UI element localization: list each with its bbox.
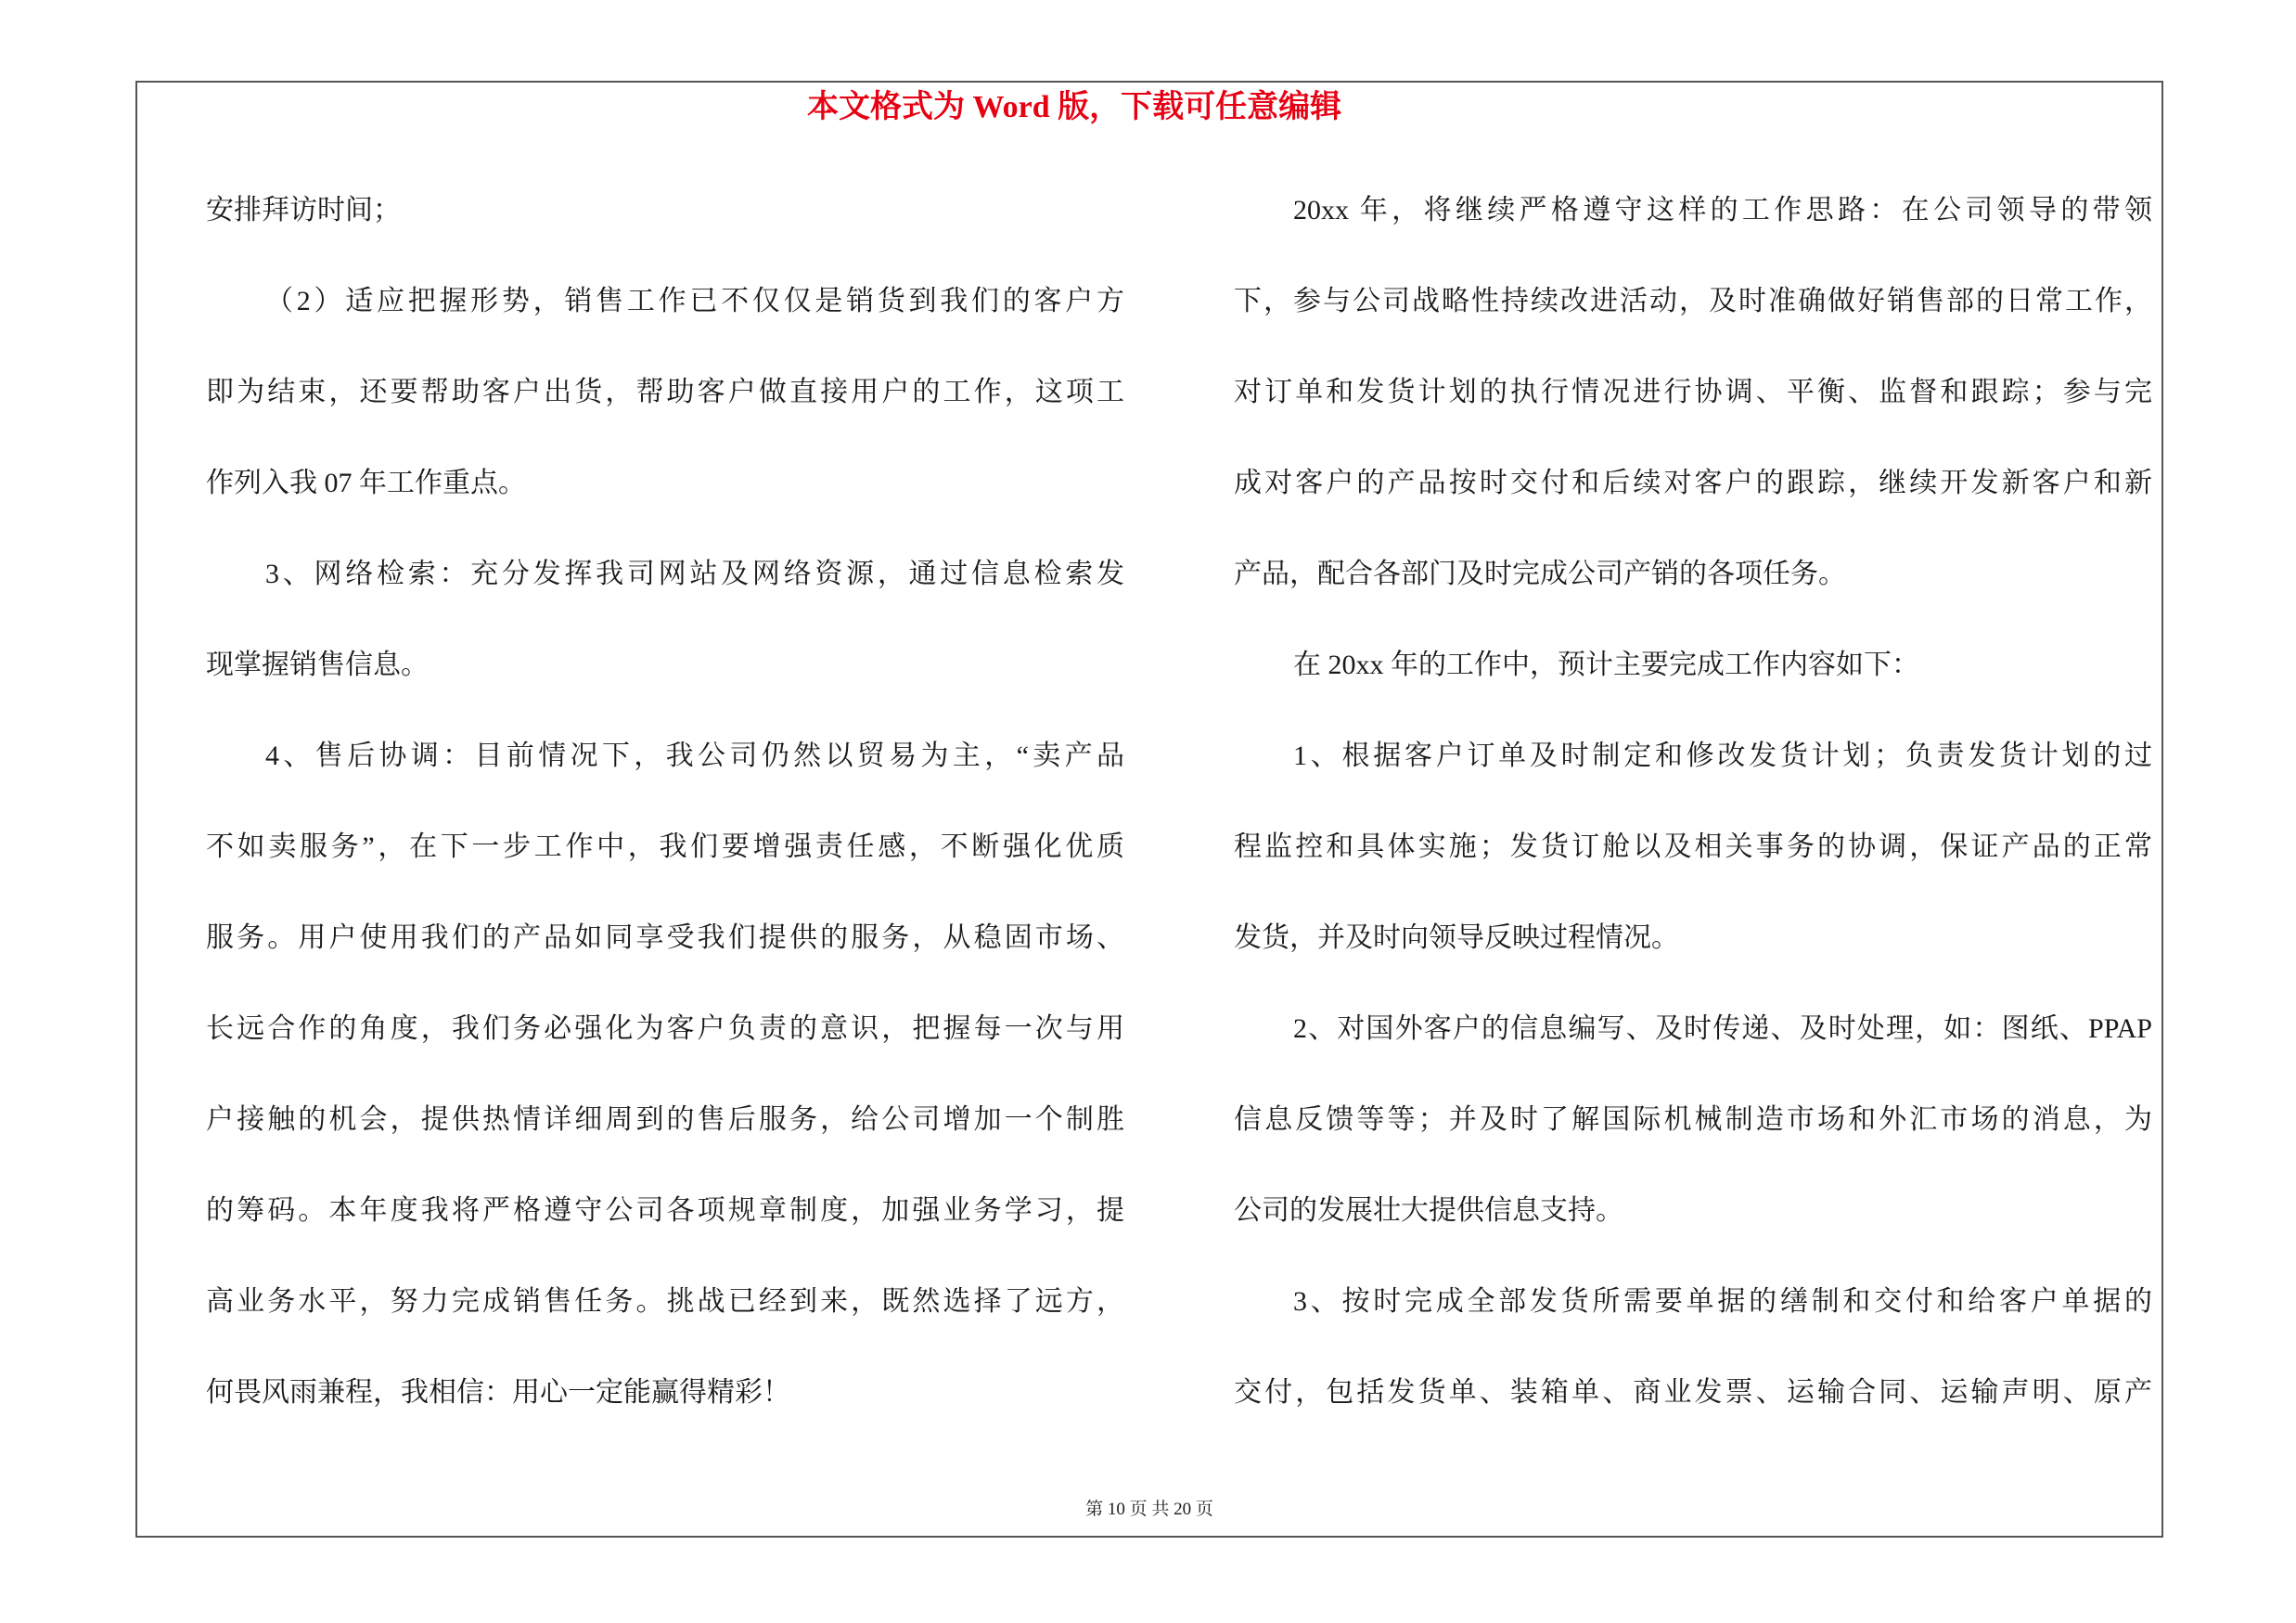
- text-line: 发货，并及时向领导反映过程情况。: [1234, 922, 1679, 953]
- text-line: 20xx 年，将继续严格遵守这样的工作思路：在公司领导的带领: [1293, 195, 2152, 225]
- text-line: 安排拜访时间；: [206, 195, 401, 225]
- text-line: 产品，配合各部门及时完成公司产销的各项任务。: [1234, 559, 1846, 589]
- text-line: 3、网络检索：充分发挥我司网站及网络资源，通过信息检索发: [265, 559, 1124, 589]
- text-line: 户接触的机会，提供热情详细周到的售后服务，给公司增加一个制胜: [206, 1104, 1124, 1135]
- text-line: 现掌握销售信息。: [206, 650, 429, 680]
- text-line: 下，参与公司战略性持续改进活动，及时准确做好销售部的日常工作，: [1234, 286, 2152, 316]
- page-number-footer: 第 10 页 共 20 页: [1085, 1500, 1213, 1519]
- text-line: 交付，包括发货单、装箱单、商业发票、运输合同、运输声明、原产: [1234, 1377, 2152, 1408]
- text-line: 公司的发展壮大提供信息支持。: [1234, 1195, 1623, 1226]
- text-line: 在 20xx 年的工作中，预计主要完成工作内容如下：: [1293, 650, 1919, 680]
- right-text-column: [1234, 165, 2152, 1438]
- text-line: 成对客户的产品按时交付和后续对客户的跟踪，继续开发新客户和新: [1234, 468, 2152, 498]
- text-line: 服务。用户使用我们的产品如同享受我们提供的服务，从稳固市场、: [206, 922, 1124, 953]
- text-line: 的筹码。本年度我将严格遵守公司各项规章制度，加强业务学习，提: [206, 1195, 1124, 1226]
- text-line: 对订单和发货计划的执行情况进行协调、平衡、监督和跟踪；参与完: [1234, 377, 2152, 407]
- format-notice-header: 本文格式为 Word 版，下载可任意编辑: [807, 90, 1342, 124]
- text-line: 高业务水平，努力完成销售任务。挑战已经到来，既然选择了远方，: [206, 1286, 1124, 1317]
- text-line: 2、对国外客户的信息编写、及时传递、及时处理，如：图纸、PPAP: [1293, 1013, 2152, 1044]
- text-line: 不如卖服务”，在下一步工作中，我们要增强责任感，不断强化优质: [206, 831, 1124, 862]
- text-line: 3、按时完成全部发货所需要单据的缮制和交付和给客户单据的: [1293, 1286, 2152, 1317]
- text-line: 何畏风雨兼程，我相信：用心一定能赢得精彩！: [206, 1377, 790, 1408]
- text-line: 1、根据客户订单及时制定和修改发货计划；负责发货计划的过: [1293, 741, 2152, 771]
- text-line: 程监控和具体实施；发货订舱以及相关事务的协调，保证产品的正常: [1234, 831, 2152, 862]
- text-line: 4、售后协调：目前情况下，我公司仍然以贸易为主，“卖产品: [265, 741, 1124, 771]
- text-line: 作列入我 07 年工作重点。: [206, 468, 526, 498]
- text-line: 即为结束，还要帮助客户出货，帮助客户做直接用户的工作，这项工: [206, 377, 1124, 407]
- left-text-column: [206, 165, 1124, 1438]
- text-line: （2）适应把握形势，销售工作已不仅仅是销货到我们的客户方: [265, 286, 1124, 316]
- text-line: 长远合作的角度，我们务必强化为客户负责的意识，把握每一次与用: [206, 1013, 1124, 1044]
- text-line: 信息反馈等等；并及时了解国际机械制造市场和外汇市场的消息，为: [1234, 1104, 2152, 1135]
